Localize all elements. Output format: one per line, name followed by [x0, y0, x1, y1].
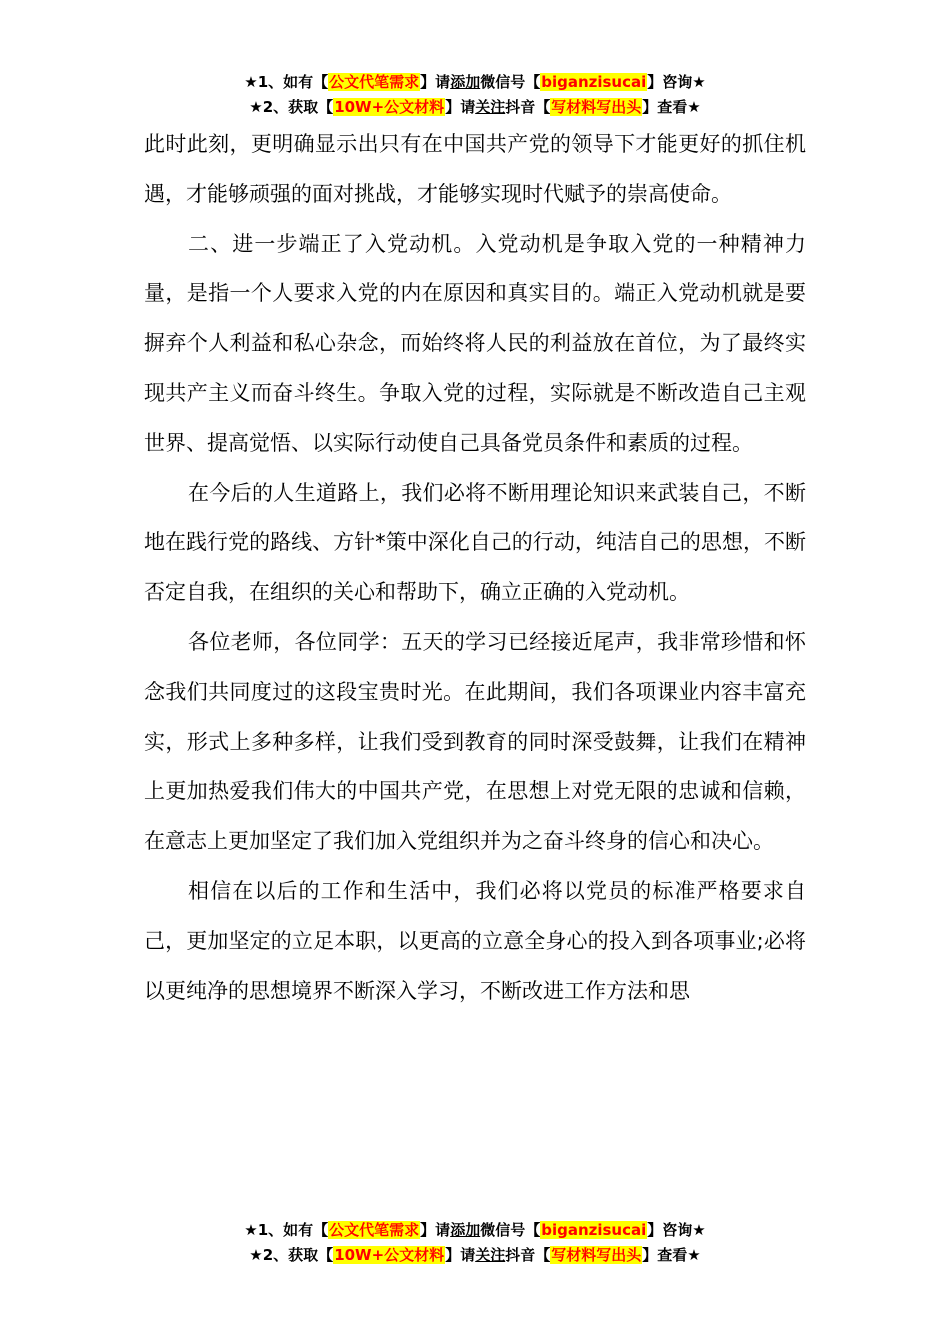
- banner-text: 】请: [445, 1246, 476, 1264]
- star-icon: ★: [244, 1221, 258, 1239]
- document-body: [144, 120, 806, 1016]
- star-icon: ★: [244, 73, 258, 91]
- banner-text: 】咨询★: [647, 73, 706, 91]
- banner-text: 微信号【: [480, 1221, 541, 1239]
- banner-text: 2、获取【: [262, 98, 334, 116]
- banner-text: 抖音【: [505, 98, 551, 116]
- highlight-materials: 10W+公文材料: [334, 1246, 445, 1264]
- emphasis-text: 添加: [450, 1221, 481, 1239]
- banner-text: 】查看★: [642, 98, 701, 116]
- paragraph: 各位老师，各位同学：五天的学习已经接近尾声，我非常珍惜和怀念我们共同度过的这段宝贵时光。在此期间，我们各项课业内容丰富充实，形式上多种多样，让我们受到教育的同时深受鼓舞，让我们在精神上更加热爱我们伟大的中国共产党，在思想上对党无限的忠诚和信赖，在意志上更加坚定了我们加入党组织并为之奋斗终身的信心和决心。: [144, 629, 806, 854]
- footer-banner-line-2: [0, 1243, 950, 1268]
- banner-text: 微信号【: [480, 73, 541, 91]
- header-banner-line-2: [0, 95, 950, 120]
- paragraph-continuation: 此时此刻，更明确显示出只有在中国共产党的领导下才能更好的抓住机遇，才能够顽强的面对挑战，才能够实现时代赋予的崇高使命。: [144, 132, 806, 206]
- highlight-wechat-id: biganzisucai: [541, 1221, 647, 1239]
- highlight-materials: 10W+公文材料: [334, 98, 445, 116]
- footer-banner: [0, 1218, 950, 1268]
- header-banner: [0, 70, 950, 120]
- banner-text: 1、如有【: [257, 73, 329, 91]
- highlight-service: 公文代笔需求: [329, 73, 420, 91]
- highlight-douyin-account: 写材料写出头: [551, 1246, 642, 1264]
- star-icon: ★: [249, 98, 263, 116]
- highlight-service: 公文代笔需求: [329, 1221, 420, 1239]
- banner-text: 】查看★: [642, 1246, 701, 1264]
- banner-text: 】请: [445, 98, 476, 116]
- paragraph: 在今后的人生道路上，我们必将不断用理论知识来武装自己，不断地在践行党的路线、方针*策中深化自己的行动，纯洁自己的思想，不断否定自我，在组织的关心和帮助下，确立正确的入党动机。: [144, 480, 806, 605]
- header-banner-line-1: [0, 70, 950, 95]
- banner-text: 】请: [420, 1221, 451, 1239]
- banner-text: 抖音【: [505, 1246, 551, 1264]
- banner-text: 1、如有【: [257, 1221, 329, 1239]
- banner-text: 2、获取【: [262, 1246, 334, 1264]
- highlight-wechat-id: biganzisucai: [541, 73, 647, 91]
- emphasis-text: 关注: [475, 98, 506, 116]
- emphasis-text: 添加: [450, 73, 481, 91]
- banner-text: 】请: [420, 73, 451, 91]
- banner-text: 】咨询★: [647, 1221, 706, 1239]
- star-icon: ★: [249, 1246, 263, 1264]
- highlight-douyin-account: 写材料写出头: [551, 98, 642, 116]
- paragraph: 相信在以后的工作和生活中，我们必将以党员的标准严格要求自己，更加坚定的立足本职，以更高的立意全身心的投入到各项事业;必将以更纯净的思想境界不断深入学习，不断改进工作方法和思: [144, 878, 806, 1003]
- emphasis-text: 关注: [475, 1246, 506, 1264]
- footer-banner-line-1: [0, 1218, 950, 1243]
- paragraph-section-two: 二、进一步端正了入党动机。入党动机是争取入党的一种精神力量，是指一个人要求入党的内在原因和真实目的。端正入党动机就是要摒弃个人利益和私心杂念，而始终将人民的利益放在首位，为了最终实现共产主义而奋斗终生。争取入党的过程，实际就是不断改造自己主观世界、提高觉悟、以实际行动使自己具备党员条件和素质的过程。: [144, 231, 806, 455]
